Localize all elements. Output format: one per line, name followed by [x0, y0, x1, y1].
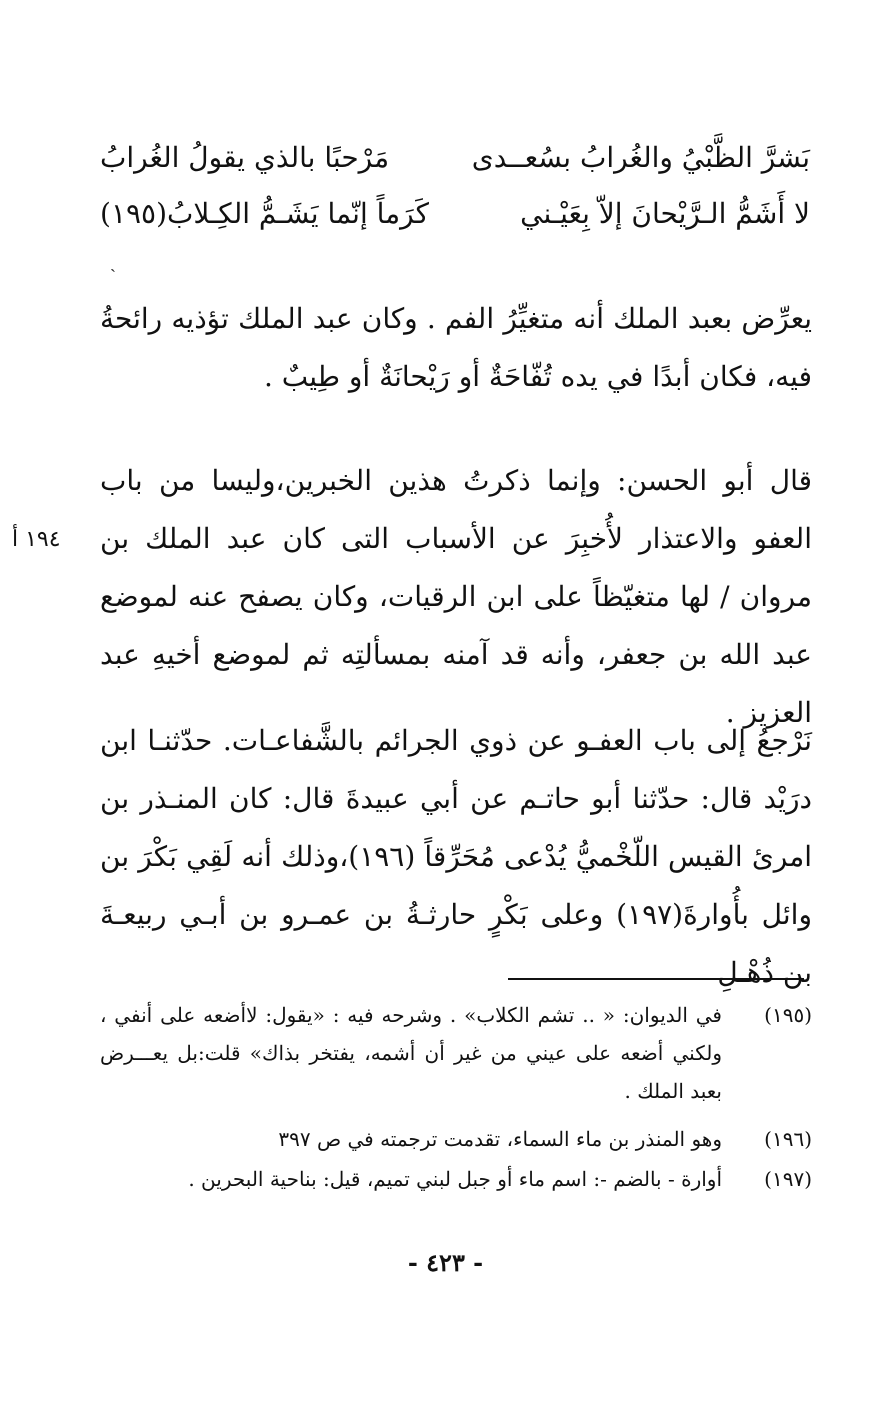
footnote-number: (١٩٦) — [764, 1127, 812, 1151]
footnote-text: أوارة - بالضم -: اسم ماء أو جبل لبني تميم، قيل: بناحية البحرين . — [188, 1167, 722, 1191]
verse-2-second-hemistich: كَرَماً إنّما يَشَـمُّ الكِـلابُ(١٩٥) — [100, 197, 429, 230]
verse-2-first-hemistich: لا أَشَمُّ الـرَّيْحانَ إلاّ بِعَيْـني — [520, 197, 810, 230]
footnote-197 — [100, 1160, 812, 1198]
stray-mark: ˎ — [110, 252, 116, 273]
poem-verse-2 — [100, 186, 810, 242]
poem-verse-1 — [100, 130, 810, 186]
footnote-separator — [508, 978, 804, 980]
footnote-number: (١٩٧) — [764, 1167, 812, 1191]
margin-folio-note: ١٩٤ أ — [12, 527, 61, 552]
paragraph-1: يعرِّض بعبد الملك أنه متغيِّرُ الفم . وكان عبد الملك تؤذيه رائحةُ فيه، فكان أبدًا في يده تُفّاحَةٌ أو رَيْحانَةٌ أو طِيبٌ . — [100, 302, 813, 393]
footnote-196 — [100, 1120, 812, 1158]
verse-1-first-hemistich: بَشرَّ الظَّبْيُ والغُرابُ بسُعــدى — [471, 141, 810, 174]
page-number: - ٤٢٣ - — [407, 1248, 484, 1277]
paragraph-3: نَرْجعُ إلى باب العفـو عن ذوي الجرائم بالشَّفاعـات. حدّثنـا ابن درَيْد قال: حدّثنا أبو حاتـم عن أبي عبيدةَ قال: كان المنـذر بن امرئ القيس اللّخْميُّ يُدْعى مُحَرِّقاً (١٩٦)،وذلك أنه لَقِي بَكْرَ بن وائل بأُوارةَ(١٩٧) وعلى بَكْرٍ حارثـةُ بن عمـرو بن أبـي ربيعـةَ بن ذُهْـلِ — [100, 724, 812, 989]
footnote-number: (١٩٥) — [764, 1003, 812, 1027]
footnote-text: وهو المنذر بن ماء السماء، تقدمت ترجمته في ص ٣٩٧ — [278, 1127, 722, 1151]
paragraph-2: قال أبو الحسن: وإنما ذكرتُ هذين الخبرين،وليسا من باب العفو والاعتذار لأُخبِرَ عن الأسباب التى كان عبد الملك بن مروان / لها متغيّظاً على ابن الرقيات، وكان يصفح عنه لموضع عبد الله بن جعفر، وأنه قد آمنه بمسألتِه ثم لموضع أخيهِ عبد العزيز . — [100, 464, 812, 729]
footnote-195 — [100, 996, 812, 1110]
verse-1-second-hemistich: مَرْحبًا بالذي يقولُ الغُرابُ — [100, 141, 390, 174]
footnote-text: في الديوان: « .. تشم الكلاب» . وشرحه فيه : «يقول: لاأضعه على أنفي ، ولكني أضعه على عيني من غير أن أشمه، يفتخر بذاك» قلت:بل يعـــرض بعبد الملك . — [100, 1003, 722, 1103]
